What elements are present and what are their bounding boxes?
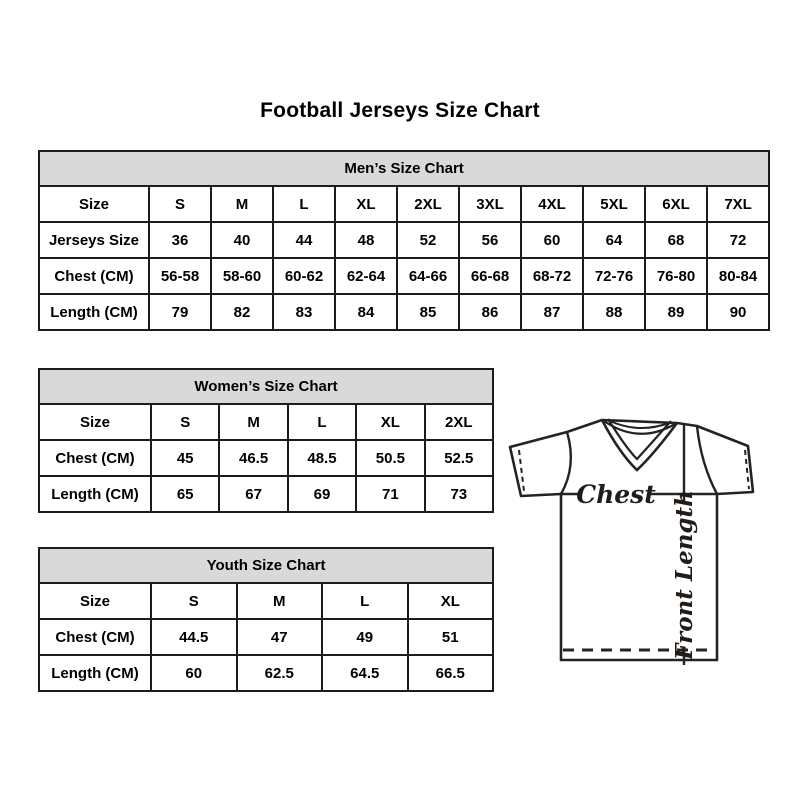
jersey-outline-shape: [510, 420, 753, 660]
table-cell: 58-60: [211, 258, 273, 294]
table-cell: 89: [645, 294, 707, 330]
front-length-label: Front Length: [671, 490, 698, 660]
table-cell: 86: [459, 294, 521, 330]
table-cell: 80-84: [707, 258, 769, 294]
table-cell: 3XL: [459, 186, 521, 222]
table-cell: 66-68: [459, 258, 521, 294]
table-cell: 4XL: [521, 186, 583, 222]
table-cell: 64.5: [322, 655, 408, 691]
row-label: Length (CM): [39, 294, 149, 330]
table-cell: 56: [459, 222, 521, 258]
table-cell: 73: [425, 476, 493, 512]
table-cell: 76-80: [645, 258, 707, 294]
table-cell: 71: [356, 476, 424, 512]
table-row: [39, 186, 769, 222]
table-cell: 52.5: [425, 440, 493, 476]
table-cell: 87: [521, 294, 583, 330]
table-cell: 64: [583, 222, 645, 258]
table-cell: 72-76: [583, 258, 645, 294]
table-row: [39, 476, 493, 512]
table-header-row: [39, 548, 493, 583]
table-header-row: [39, 151, 769, 186]
table-row: [39, 222, 769, 258]
table-cell: 60: [521, 222, 583, 258]
table-cell: M: [211, 186, 273, 222]
table-cell: 45: [151, 440, 219, 476]
table-cell: 65: [151, 476, 219, 512]
table-row: [39, 619, 493, 655]
table-cell: L: [322, 583, 408, 619]
table-cell: 66.5: [408, 655, 494, 691]
table-row: [39, 440, 493, 476]
row-label: Size: [39, 404, 151, 440]
table-row: [39, 404, 493, 440]
table-cell: 46.5: [219, 440, 287, 476]
table-cell: 79: [149, 294, 211, 330]
table-cell: 6XL: [645, 186, 707, 222]
jersey-measurement-diagram: [495, 392, 760, 677]
table-cell: 60: [151, 655, 237, 691]
table-cell: 47: [237, 619, 323, 655]
table-cell: S: [151, 583, 237, 619]
table-cell: 5XL: [583, 186, 645, 222]
table-header-row: [39, 369, 493, 404]
table-row: [39, 258, 769, 294]
table-cell: 49: [322, 619, 408, 655]
table-cell: S: [149, 186, 211, 222]
table-cell: 82: [211, 294, 273, 330]
row-label: Length (CM): [39, 476, 151, 512]
table-cell: XL: [356, 404, 424, 440]
row-label: Chest (CM): [39, 258, 149, 294]
table-cell: 44: [273, 222, 335, 258]
table-cell: 62.5: [237, 655, 323, 691]
row-label: Length (CM): [39, 655, 151, 691]
table-cell: 67: [219, 476, 287, 512]
table-cell: 51: [408, 619, 494, 655]
womens-size-table: [38, 368, 494, 513]
table-cell: 2XL: [397, 186, 459, 222]
table-cell: 85: [397, 294, 459, 330]
row-label: Size: [39, 186, 149, 222]
table-cell: 7XL: [707, 186, 769, 222]
table-title: Men’s Size Chart: [39, 151, 769, 186]
table-cell: M: [219, 404, 287, 440]
row-label: Jerseys Size: [39, 222, 149, 258]
youth-size-table: [38, 547, 494, 692]
table-row: [39, 294, 769, 330]
table-cell: 64-66: [397, 258, 459, 294]
chest-label: Chest: [576, 480, 656, 509]
table-cell: 48: [335, 222, 397, 258]
table-cell: 36: [149, 222, 211, 258]
mens-size-table: [38, 150, 770, 331]
table-cell: 68-72: [521, 258, 583, 294]
table-cell: 56-58: [149, 258, 211, 294]
table-title: Women’s Size Chart: [39, 369, 493, 404]
table-cell: 50.5: [356, 440, 424, 476]
table-row: [39, 655, 493, 691]
table-cell: L: [273, 186, 335, 222]
table-cell: 48.5: [288, 440, 356, 476]
table-cell: M: [237, 583, 323, 619]
table-cell: 88: [583, 294, 645, 330]
table-cell: 68: [645, 222, 707, 258]
table-cell: 62-64: [335, 258, 397, 294]
table-cell: 40: [211, 222, 273, 258]
table-cell: 44.5: [151, 619, 237, 655]
table-cell: 72: [707, 222, 769, 258]
table-cell: 52: [397, 222, 459, 258]
table-cell: S: [151, 404, 219, 440]
table-cell: 60-62: [273, 258, 335, 294]
row-label: Size: [39, 583, 151, 619]
table-cell: 83: [273, 294, 335, 330]
table-cell: 2XL: [425, 404, 493, 440]
page-title: Football Jerseys Size Chart: [260, 99, 540, 122]
table-cell: XL: [335, 186, 397, 222]
table-cell: 69: [288, 476, 356, 512]
table-cell: XL: [408, 583, 494, 619]
row-label: Chest (CM): [39, 440, 151, 476]
table-title: Youth Size Chart: [39, 548, 493, 583]
table-row: [39, 583, 493, 619]
table-cell: 90: [707, 294, 769, 330]
row-label: Chest (CM): [39, 619, 151, 655]
table-cell: L: [288, 404, 356, 440]
table-cell: 84: [335, 294, 397, 330]
